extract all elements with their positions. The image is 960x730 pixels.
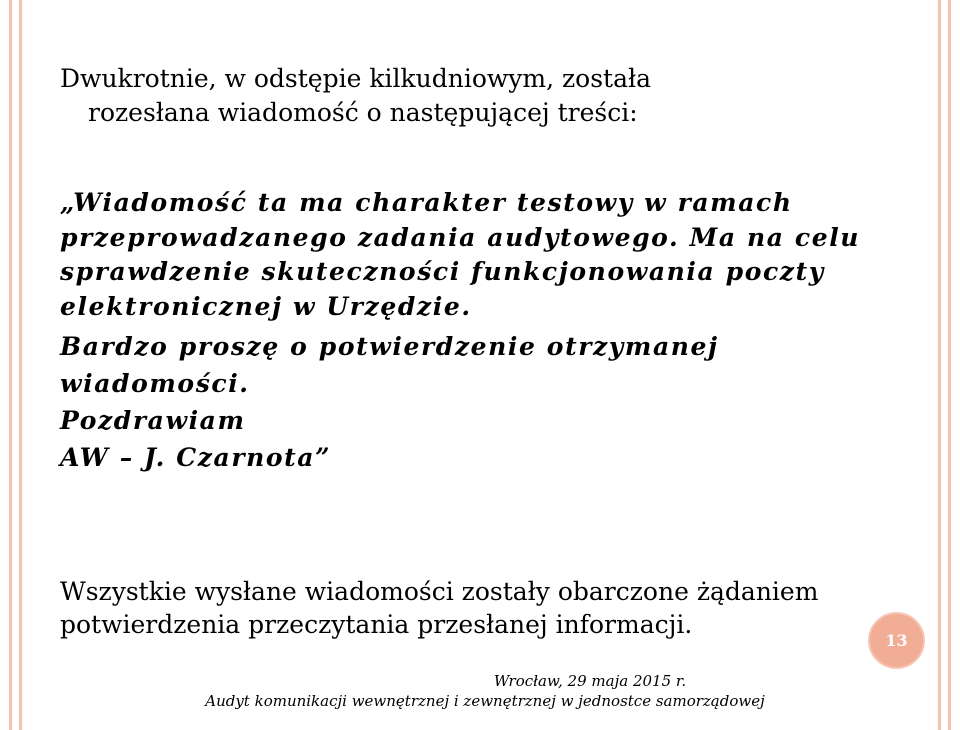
intro-text bbox=[60, 62, 880, 130]
intro-line-2: rozesłana wiadomość o następującej treści: bbox=[88, 98, 638, 127]
quoted-message bbox=[60, 186, 880, 476]
audit-title-line: Audyt komunikacji wewnętrznej i zewnętrznej w jednostce samorządowej bbox=[205, 692, 765, 710]
page-number-badge bbox=[868, 612, 925, 669]
page-number: 13 bbox=[885, 631, 908, 650]
footer-statement: Wszystkie wysłane wiadomości zostały obarczone żądaniem potwierdzenia przeczytania przesłanej informacji. bbox=[60, 577, 819, 639]
message-paragraph-1: „Wiadomość ta ma charakter testowy w ramach przeprowadzanego zadania audytowego. Ma na celu sprawdzenie skuteczności funkcjonowania poczty elektronicznej w Urzędzie. bbox=[60, 188, 861, 321]
message-signature: AW – J. Czarnota” bbox=[60, 443, 332, 472]
left-decorative-border bbox=[9, 0, 22, 730]
message-paragraph-2: Bardzo proszę o potwierdzenie otrzymanej wiadomości. bbox=[60, 332, 719, 398]
message-greeting: Pozdrawiam bbox=[60, 406, 246, 435]
intro-line-1: Dwukrotnie, w odstępie kilkudniowym, została bbox=[60, 64, 652, 93]
right-decorative-border bbox=[938, 0, 951, 730]
date-line: Wrocław, 29 maja 2015 r. bbox=[493, 672, 687, 690]
